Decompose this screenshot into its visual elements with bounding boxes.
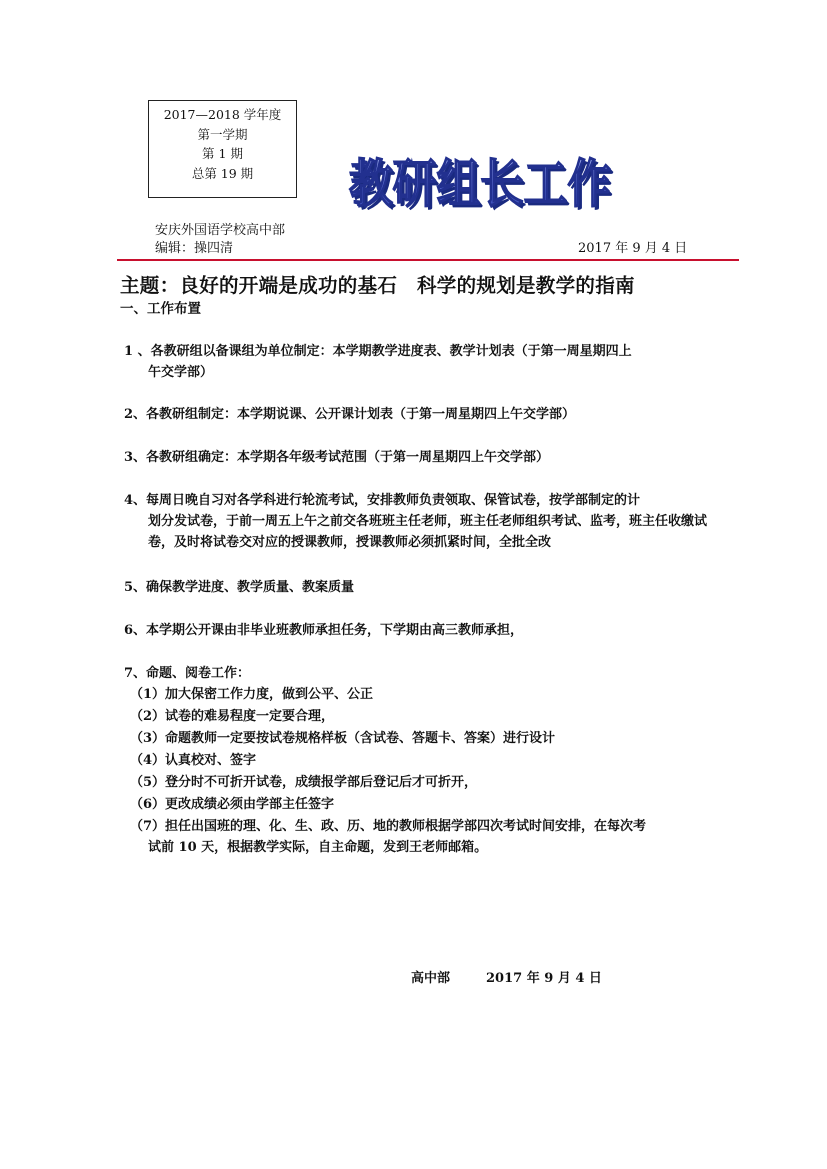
- sub-list-item: [130, 772, 710, 793]
- header-divider: [117, 259, 739, 261]
- sub-list-item-text: （7）担任出国班的理、化、生、政、历、地的教师根据学部四次考试时间安排，在每次考: [130, 819, 647, 834]
- sub-list-item-text: （6）更改成绩必须由学部主任签字: [130, 797, 335, 812]
- sub-list-item-text: （2）试卷的难易程度一定要合理，: [130, 709, 335, 724]
- sub-list-item-text: （5）登分时不可折开试卷，成绩报学部后登记后才可折开，: [130, 775, 478, 790]
- term-label: 第一学期: [197, 126, 248, 142]
- sub-list-item: [130, 728, 710, 749]
- issue-info-box: [148, 100, 297, 198]
- sign-off: [411, 967, 602, 986]
- sub-list-item-text: （4）认真校对、签字: [130, 753, 257, 768]
- sub-list-item-text: （3）命题教师一定要按试卷规格样板（含试卷、答题卡、答案）进行设计: [130, 731, 556, 746]
- list-item: [124, 620, 709, 641]
- editor-line: 编辑：操四清: [155, 241, 234, 256]
- list-item-text: 7、命题、阅卷工作：: [124, 666, 251, 681]
- list-item: [124, 447, 709, 468]
- list-item: [124, 577, 709, 598]
- school-name: 安庆外国语学校高中部: [155, 223, 286, 238]
- list-item: [124, 490, 709, 553]
- sub-list-item: [130, 816, 710, 858]
- section-heading: 一、工作布置: [120, 301, 201, 317]
- list-item: [124, 341, 709, 383]
- sub-list-item: [130, 684, 710, 705]
- publication-date: 2017 年 9 月 4 日: [578, 241, 688, 256]
- list-item-continuation: 午交学部）: [148, 365, 214, 380]
- sub-list-item: [130, 706, 710, 727]
- masthead-shadow: 教研组长工作: [352, 158, 614, 218]
- list-item-continuation: 划分发试卷，于前一周五上午之前交各班班主任老师，班主任老师组织考试、监考，班主任收缴试卷，及时将试卷交对应的授课教师，授课教师必须抓紧时间，全批全改: [148, 514, 708, 550]
- sub-list-item-continuation: 试前 10 天，根据教学实际，自主命题，发到王老师邮箱。: [148, 840, 488, 855]
- sub-list-item: [130, 750, 710, 771]
- sub-list-item-text: （1）加大保密工作力度，做到公平、公正: [130, 687, 374, 702]
- list-item-text: 1 、各教研组以备课组为单位制定：本学期教学进度表、教学计划表（于第一周星期四上: [124, 344, 632, 359]
- list-item-text: 6、本学期公开课由非毕业班教师承担任务，下学期由高三教师承担，: [124, 623, 524, 638]
- list-item-text: 5、确保教学进度、教学质量、教案质量: [124, 580, 355, 595]
- issue-number: 第 1 期: [202, 146, 243, 161]
- list-item: [124, 663, 709, 684]
- list-item-text: 4、每周日晚自习对各学科进行轮流考试，安排教师负责领取、保管试卷，按学部制定的计: [124, 493, 641, 508]
- sign-off-department: 高中部: [411, 971, 451, 986]
- sign-off-date: 2017 年 9 月 4 日: [486, 971, 602, 986]
- sub-list-item: [130, 794, 710, 815]
- list-item-text: 2、各教研组制定：本学期说课、公开课计划表（于第一周星期四上午交学部）: [124, 407, 576, 422]
- masthead-wordart: [338, 96, 618, 220]
- total-issue-number: 总第 19 期: [191, 165, 254, 181]
- theme-heading: 主题：良好的开端是成功的基石 科学的规划是教学的指南: [120, 274, 635, 297]
- academic-year: 2017—2018 学年度: [163, 107, 282, 122]
- list-item-text: 3、各教研组确定：本学期各年级考试范围（于第一周星期四上午交学部）: [124, 450, 550, 465]
- list-item: [124, 404, 709, 425]
- masthead-title: 教研组长工作: [349, 155, 611, 215]
